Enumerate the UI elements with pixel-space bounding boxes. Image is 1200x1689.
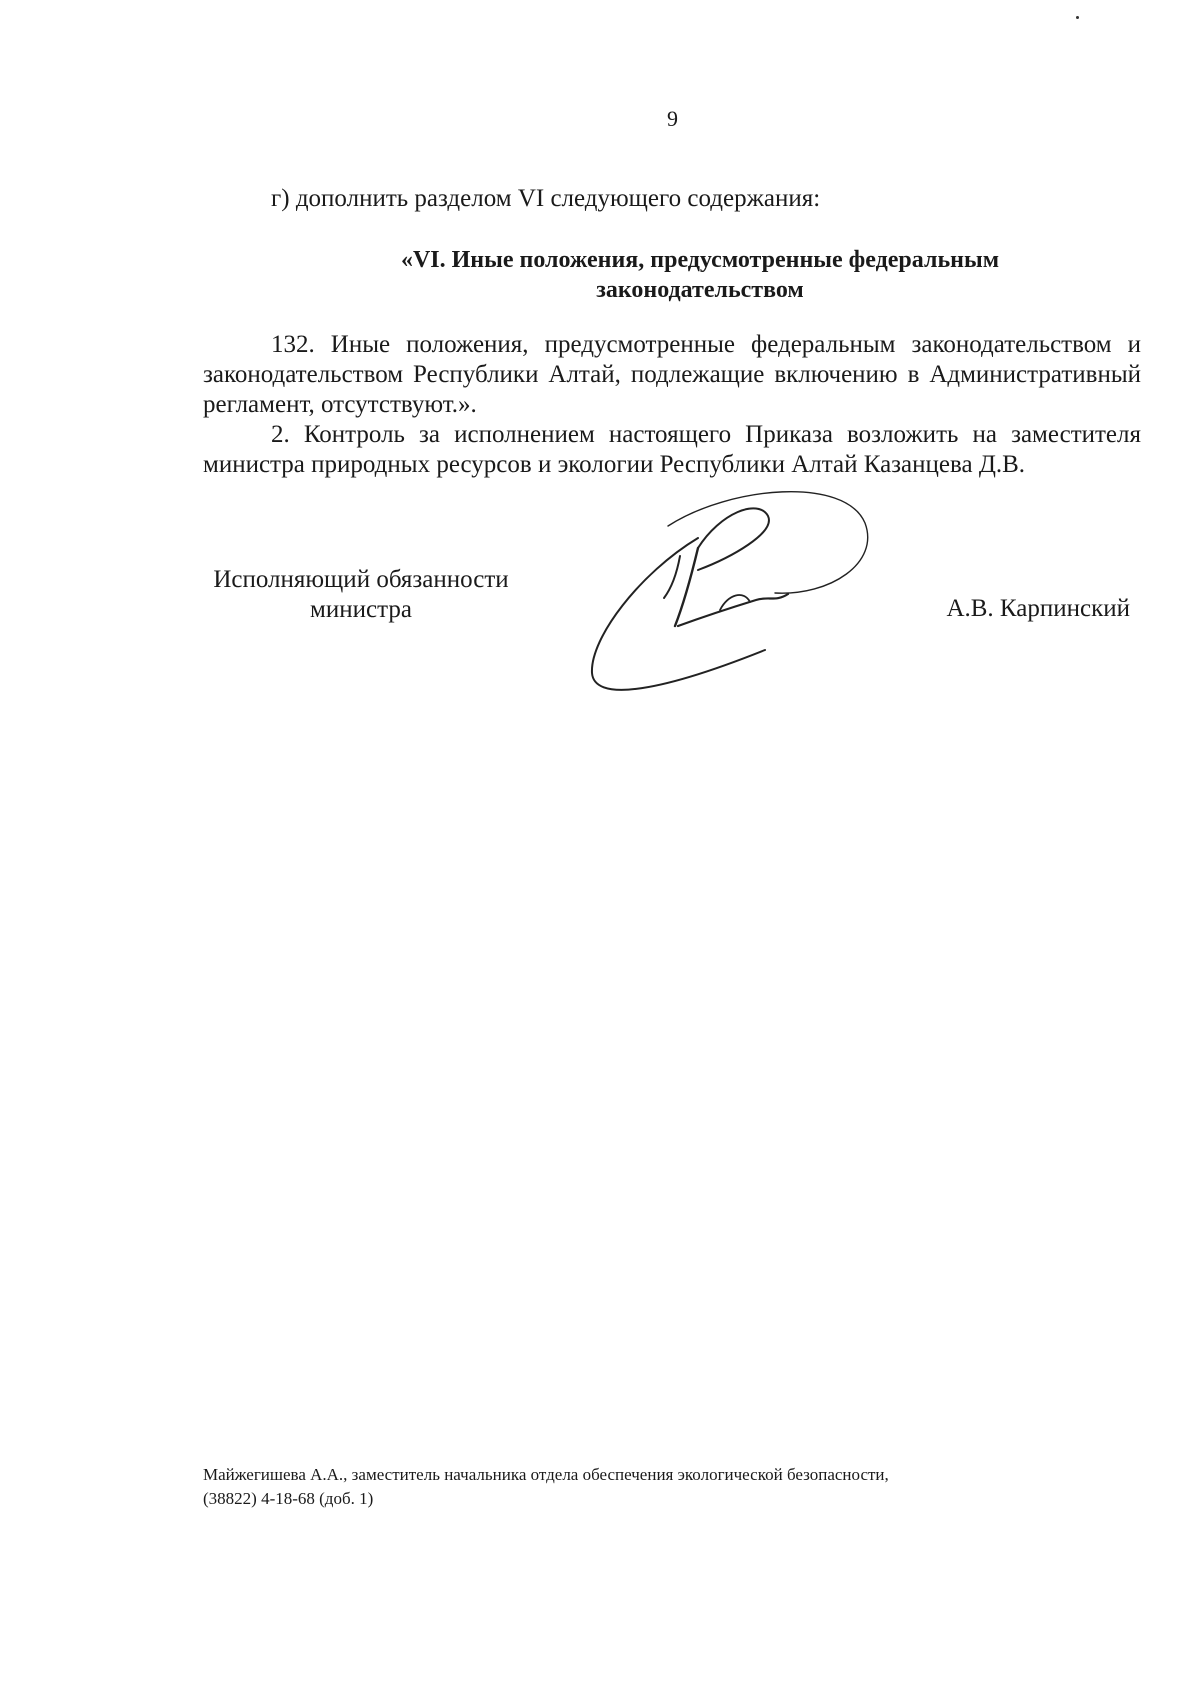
executor-contact-line-2: (38822) 4-18-68 (доб. 1) xyxy=(203,1489,374,1508)
scan-speck xyxy=(1076,16,1079,19)
section-heading-line-1: «VI. Иные положения, предусмотренные федеральным xyxy=(400,247,1000,273)
signatory-position xyxy=(196,565,526,625)
handwritten-signature xyxy=(580,478,880,698)
executor-contact-line-1: Майжегишева А.А., заместитель начальника отдела обеспечения экологической безопасности, xyxy=(203,1465,889,1484)
signatory-position-line-1: Исполняющий обязанности xyxy=(213,566,509,593)
paragraph-2: 2. Контроль за исполнением настоящего Приказа возложить на заместителя министра природных ресурсов и экологии Республики Алтай Казанцева Д.В. xyxy=(203,421,1141,478)
section-heading-line-2: законодательством xyxy=(596,277,804,303)
executor-contact xyxy=(203,1463,889,1511)
signatory-name: А.В. Карпинский xyxy=(946,595,1130,622)
signatory-position-line-2: министра xyxy=(310,596,412,623)
paragraph-132: 132. Иные положения, предусмотренные федеральным законодательством и законодательством Республики Алтай, подлежащие включению в Административный регламент, отсутствуют.». xyxy=(203,331,1141,418)
section-heading xyxy=(380,245,1020,305)
amendment-intro: г) дополнить разделом VI следующего содержания: xyxy=(271,185,821,212)
page-number: 9 xyxy=(667,106,678,131)
body-text xyxy=(203,330,1141,480)
